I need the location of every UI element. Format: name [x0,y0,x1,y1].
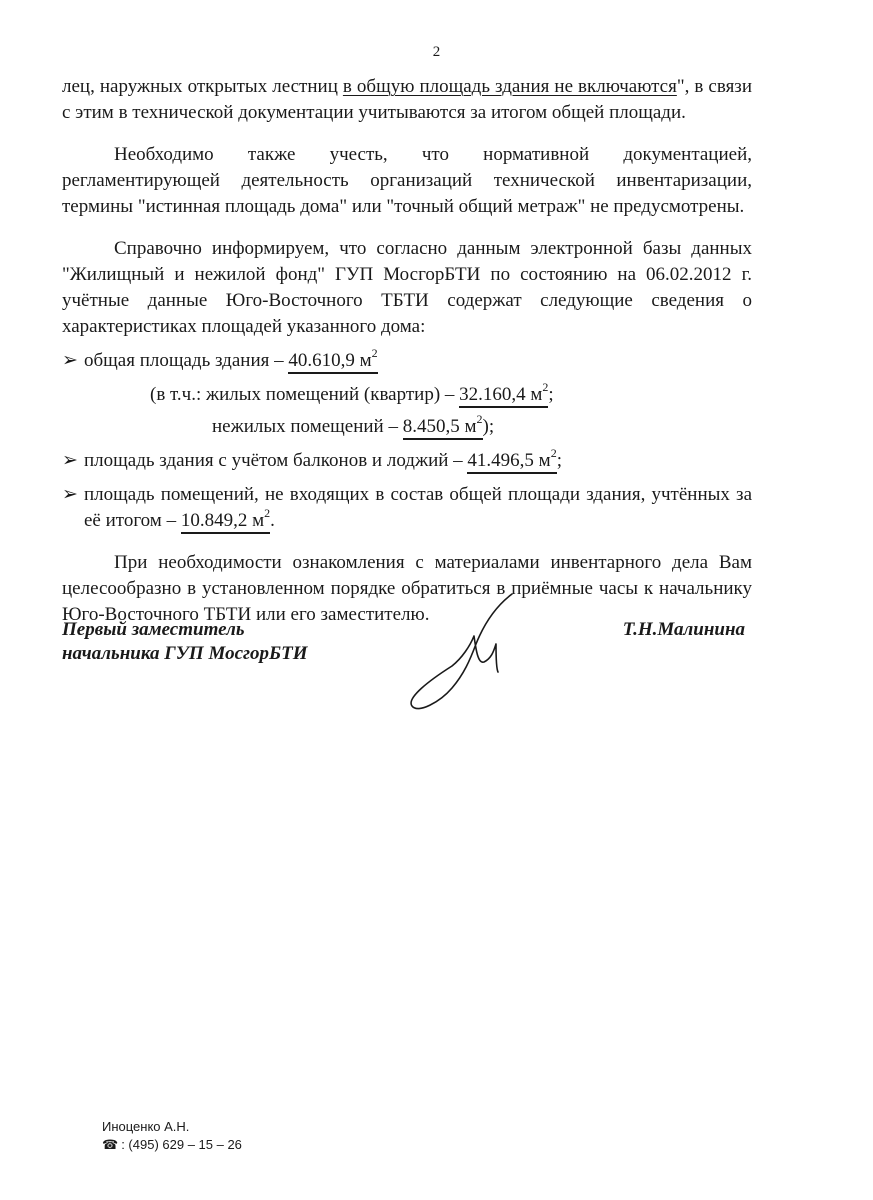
underlined-phrase: в общую площадь здания не включаются [342,76,677,97]
arrow-bullet-icon: ➢ [62,484,78,505]
value-balconies-area: 41.496,5 $м^2$ [467,450,556,474]
arrow-bullet-icon: ➢ [62,350,78,371]
page-number: 2 [432,44,441,60]
value-residential-area: 32.160,4 $м^2$ [459,384,548,408]
signatory-name: Т.Н.Малинина [622,619,745,640]
value-excluded-area: 10.849,2 $м^2$ [181,510,270,534]
value-total-area: 40.610,9 $м^2$ [288,350,377,374]
paragraph-contact: При необходимости ознакомления с материалами инвентарного дела Вам целесообразно в установленном порядке обратиться в приёмные часы к начальнику Юго-Восточного ТБТИ или его заместителю. [62,552,752,625]
executor-info [102,1118,242,1154]
list-subitem-residential: (в т.ч.: жилых помещений (квартир) – 32.160,4 $м^2$; [62,382,752,408]
arrow-bullet-icon: ➢ [62,450,78,471]
paragraph-reference: Справочно информируем, что согласно данным электронной базы данных "Жилищный и нежилой фонд" ГУП МосгорБТИ по состоянию на 06.02.2012 г. учётные данные Юго-Восточного ТБТИ содержат следующие сведения о характеристиках площадей указанного дома: [62,238,752,337]
handwritten-signature [400,588,530,718]
value-nonresidential-area: 8.450,5 $м^2$ [403,416,483,440]
list-item-balconies: ➢ площадь здания с учётом балконов и лоджий – 41.496,5 $м^2$; [62,448,752,474]
signatory-position: Первый заместитель начальника ГУП МосгорБТИ [62,619,308,664]
letter-body [62,74,752,628]
executor-phone: ☎ : (495) 629 – 15 – 26 [102,1137,242,1152]
telephone-icon: ☎ [102,1137,119,1152]
paragraph-norms: Необходимо также учесть, что нормативной документацией, регламентирующей деятельность организаций технической инвентаризации, термины "истинная площадь дома" или "точный общий метраж" не предусмотрены. [62,144,752,217]
executor-name: Иноценко А.Н. [102,1119,190,1134]
paragraph-continuation: лец, наружных открытых лестниц в общую площадь здания не включаются", в связи с этим в технической документации учитываются за итогом общей площади. [62,76,752,123]
list-item-excluded: ➢ площадь помещений, не входящих в состав общей площади здания, учтённых за её итогом – 10.849,2 $м^2$. [62,482,752,534]
list-item-total-area: ➢ общая площадь здания – 40.610,9 $м^2$ [62,348,752,374]
list-subitem-nonresidential: нежилых помещений – 8.450,5 $м^2$); [62,414,752,440]
